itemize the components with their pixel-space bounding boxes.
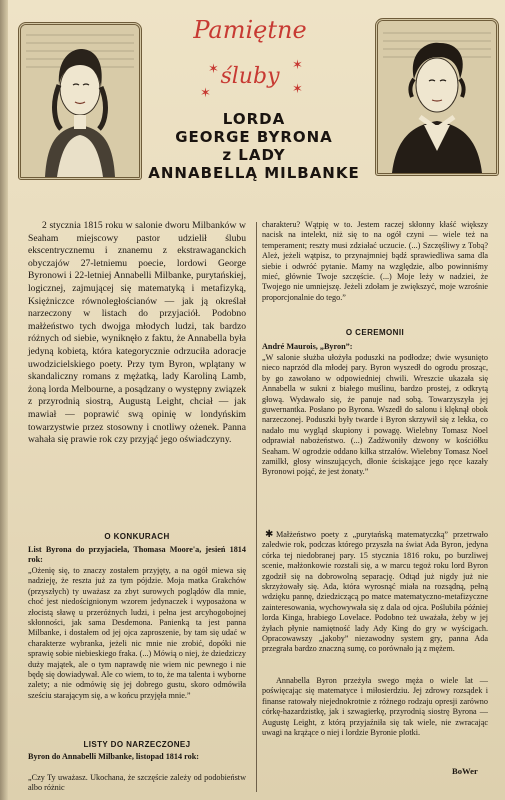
script-title-line-1: Pamiętne — [193, 16, 307, 44]
ceremonii-body: „W salonie służba ułożyła poduszki na podłodze; dwie wysunięto nieco naprzód dla młodej pary. Byron wyszedł do ogrodu prosząc, by go zawołano w odpowiedniej chwili. Wreszcie ukazała się Annabella w sukni z białego muślinu, bardzo prostej, z odkrytą głową. Wydawało się, że panuje nad sobą. Towarzyszyła jej guwernantka. Posłano po Byrona. Wszedł do salonu i klęknął obok narzeczonej. Poduszki były twarde i Byron skrzywił się z lekka, co nadało mu wygląd skupiony i powagę. Wielebny Tomasz Noel odprawiał nabożeństwo. (...) Zadźwoniły dzwony w kościółku Seaham. W ogrodzie oddano kilka strzałów. Wielebny Tomasz Noel zamilkł, głosy winszujących, dłonie ściskające jego ręce kazały Byronowi pojąć, że jest żonaty.” — [262, 353, 488, 477]
intro-paragraph: 2 stycznia 1815 roku w salonie dworu Milbanków w Seaham miejscowy pastor udzielił ślubu ekscentrycznemu i znanemu z ekstrawaganckich obyczajów 27-letniemu poecie, lordowi George Byronowi i 22-letniej Annabelli Milbanke, purytańskiej, logicznej, zajmującej się matematyką i metafizyką, Księżniczce równoległościanów — jak ją określał narzeczony w listach do przyjaciół. Podobno małżeństwo tych dwojga młodych ludzi, tak bardzo różnych od siebie, wyniknęło z faktu, że Annabella była jedyną kobietą, która kategorycznie odrzuciła adoracje uwodzicielskiego poety. Przy tym Byron, wplątany w skandaliczny romans z mężatką, lady Karoliną Lamb, żoną lorda Melbourne, a posądzany o występny związek z przyrodnią siostrą, Augustą Leight, chciał — jak mawiał — poprawić swą opinię w londyńskim towarzystwie przez stosowny i cnotliwy ożenek. Panna wahała się prawie rok czy przyjąć jego oświadczyny. — [28, 220, 246, 446]
byron-portrait — [375, 18, 499, 176]
ceremonii-heading: O CEREMONII — [345, 328, 405, 337]
script-title-line-2: śluby — [220, 64, 280, 89]
title-line-1: LORDA — [222, 110, 286, 128]
narzeczonej-body-continued: charakteru? Wątpię w to. Jestem raczej skłonny kłaść większy nacisk na intelekt, niż się to na ogół czyni — wiele też na temperament; reszty musi zdziałać uczucie. (...) Szczęśliwy z Tobą? Ależ, jeżeli wątpisz, to przynajmniej bądź sprawiedliwa sama dla siebie i odwróć pytanie. Mamy na względzie, albo powinniśmy mieć, głównie Twoje szczęście. (...) Moje leży w nadziei, że Twojego nie umniejszę. Jeżeli zdołam je zwiększyć, moje wzrośnie proporcjonalnie do tego.” — [262, 220, 488, 302]
title-line-3: z LADY — [222, 146, 286, 164]
narzeczonej-body-start: „Czy Ty uważasz. Ukochana, że szczęście zależy od podobieństw albo różnic — [28, 773, 246, 793]
ending-paragraph: Małżeństwo poety z „purytańską matematyczką” przetrwało zaledwie rok, podczas którego przyszła na świat Ada Byron, jedyna córka tej niedobranej pary. 15 stycznia 1816 roku, po burzliwej scenie, małżonkowie rozstali się, a w marcu tegoż roku lord Byron zgodził się na dobrowolną separację. Odtąd już nigdy już nie skrzyżowały się. Ada, która wyrosnąć miała na rozsądną, pełną wdzięku pannę, dziedziczącą po matce matematyczno-metafizyczne zainteresowania, wychowywała się z dala od ojca. Poślubiła później lorda Kinga, hrabiego Lovelace. Podobno też uważała, żeby w jej żyłach płynie namiętność lady Ady King do gry w wyścigach. Opracowawszy „jakoby” niezawodny system gry, panna Ada przegrała bardzo znaczną sumę, co porównało ją z mężem. — [262, 530, 488, 654]
author-signature: BoWer — [452, 766, 478, 776]
asterisk-separator-icon: ✱ — [265, 529, 274, 540]
byron-engraving-image — [378, 21, 496, 173]
title-line-2: GEORGE BYRONA — [175, 128, 333, 146]
narzeczonej-heading: LISTY DO NARZECZONEJ — [83, 740, 191, 749]
annabella-portrait — [18, 22, 142, 180]
star-icon: ✶ — [200, 85, 211, 100]
ending-paragraph-2: Annabella Byron przeżyła swego męża o wiele lat — poświęcając się matematyce i miłosierdziu. Jej zdrowy rozsądek i finanse ratowały niejednokrotnie z różnego rodzaju opresji zarówno córkę-hazardzistkę, jak i szwagierkę, przyrodnią siostrę Byrona — Augustę Leight, z którą przyjaźniła się tak wiele, nie zwracając uwagi na krążące o niej i lordzie Byronie plotki. — [262, 676, 488, 738]
star-icon: ✶ — [292, 81, 303, 96]
ceremonii-lead: André Maurois, „Byron”: — [262, 342, 353, 351]
annabella-engraving-image — [21, 25, 139, 177]
konkurach-body: „Ożenię się, to znaczy zostałem przyjęty, a na ogół miewa się nadzieję, że reszta już za tym pójdzie. Moja matka Grakchów (przyszłych) ty uważasz za zbyt surowych poglądów dla mnie, choć jest niedoścignionym wzorem jedynaczek i wyposażona w złocistą sławę u przeróżnych ludzi, i pełna jest arcyhogobojnej skłonności, jak sama Desdemona. Panienką ta jest panna Milbanke, i dostałem od jej ojca zaproszenie, by tam się udać w charakterze wybranka, jeżeli nic mnie nie zrobić, dopóki nie sprawię sobie niebieskiego fraka. (...) Mówią o niej, że dziedziczy duży majątek, ale o tym naprawdę nie wiem nic pewnego i nie będę się dowiadywał. Ale co wiem, to to, że ma talenta i wyborne zalety; a nie odmówię się jej dobrego gustu, skoro odmówiła sześciu starającym się, a w końcu przyjęła mnie.” — [28, 566, 246, 700]
page-spine-shadow — [0, 0, 8, 800]
narzeczonej-lead: Byron do Annabelli Milbanke, listopad 1814 rok: — [28, 752, 199, 761]
star-icon: ✶ — [292, 57, 303, 72]
column-divider — [256, 222, 257, 792]
title-line-4: ANNABELLĄ MILBANKE — [148, 164, 360, 182]
star-icon: ✶ — [208, 61, 219, 76]
konkurach-lead: List Byrona do przyjaciela, Thomasa Moore'a, jesień 1814 rok: — [28, 545, 246, 565]
konkurach-heading: O KONKURACH — [104, 532, 170, 541]
